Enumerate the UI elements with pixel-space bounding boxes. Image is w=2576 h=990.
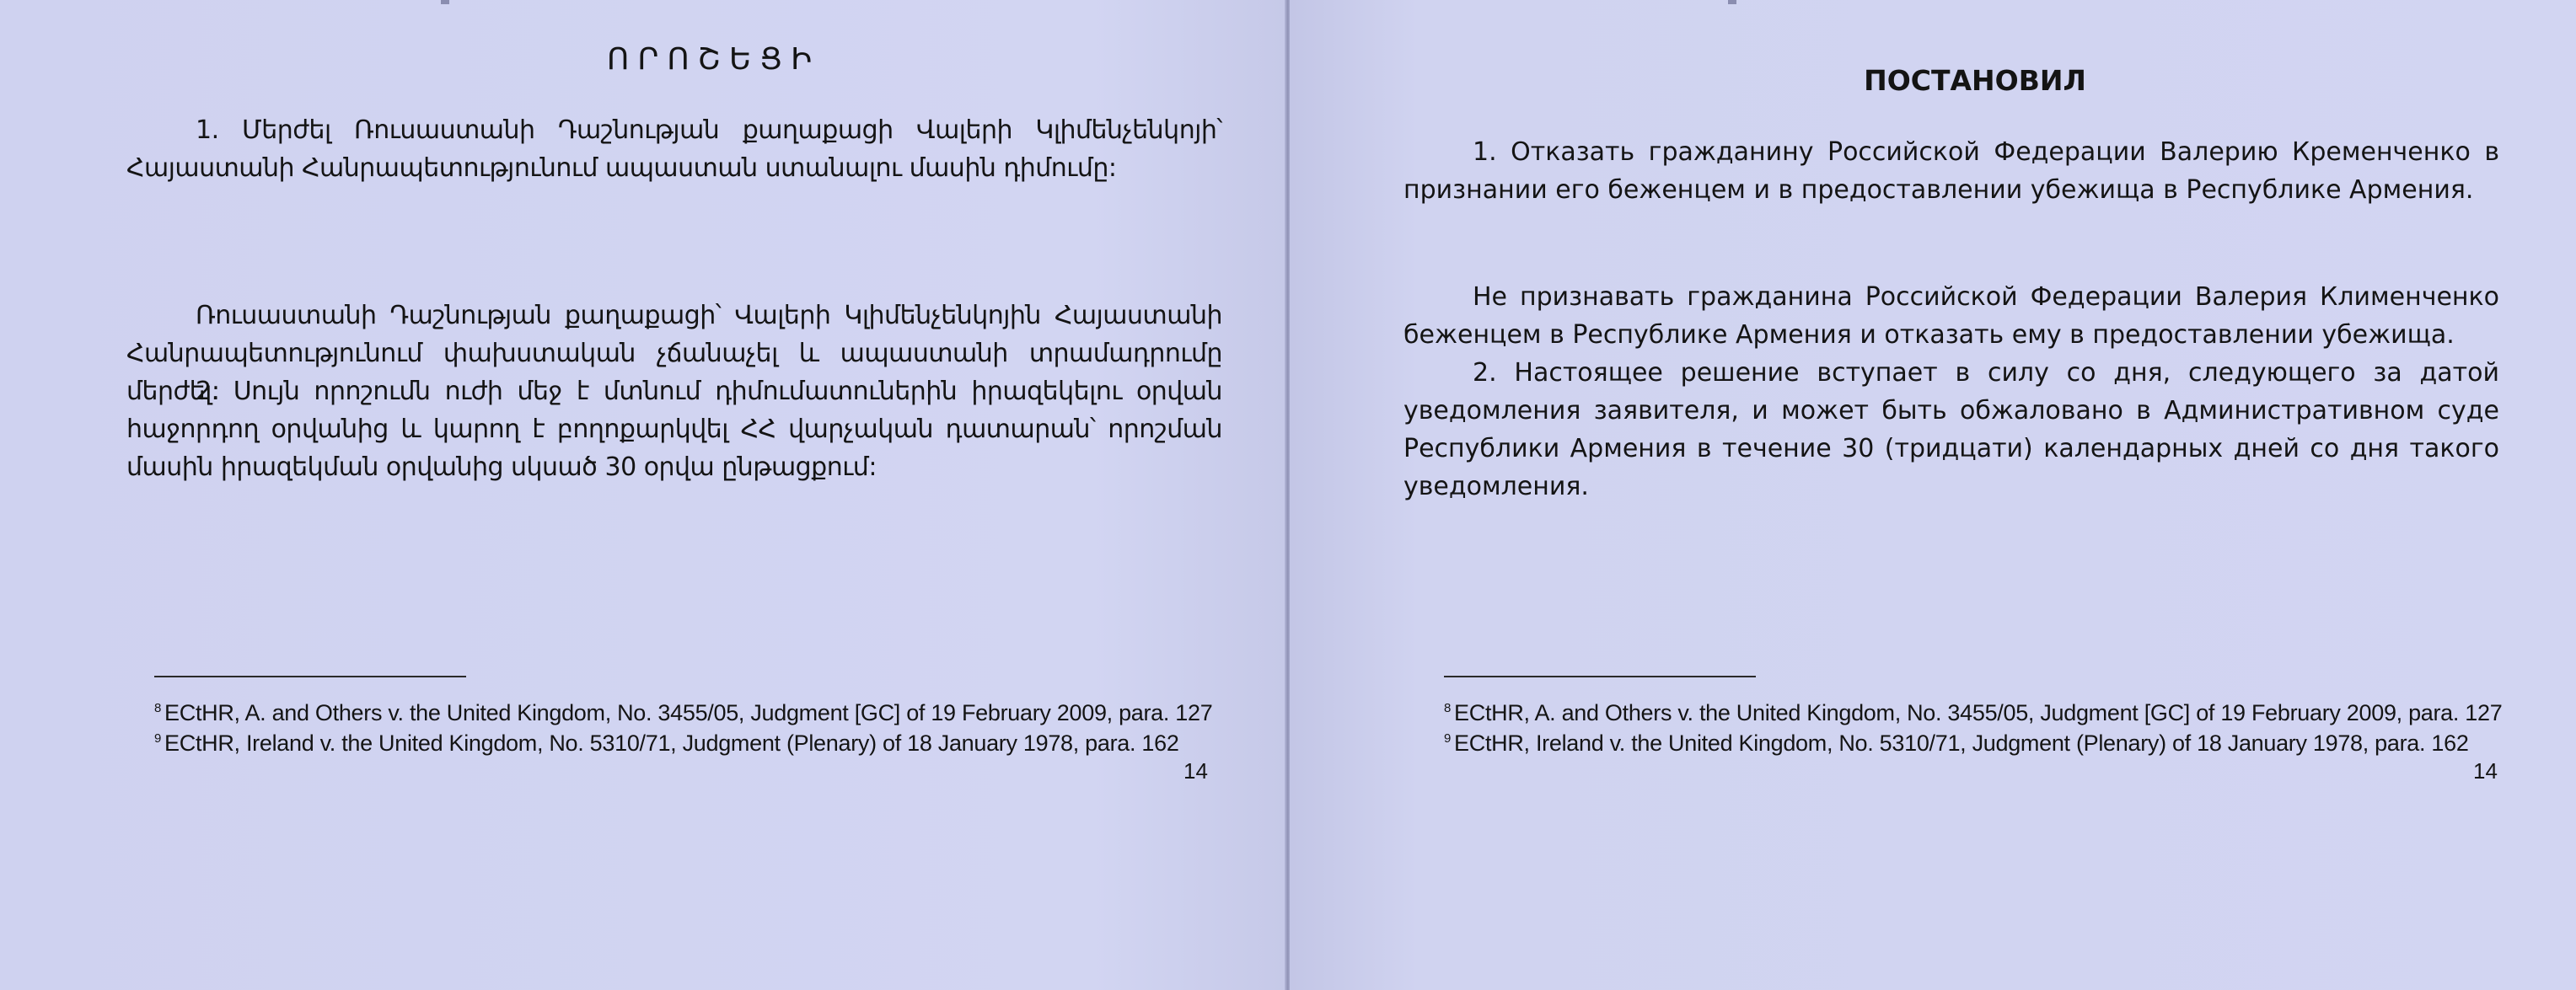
page-title-russian: ПОСТАНОВИЛ: [1864, 64, 2086, 97]
footnote-1-mark: 8: [1444, 701, 1452, 715]
binding-mark: [441, 0, 449, 4]
footnote-2-mark: 9: [1444, 731, 1452, 746]
page-armenian: [0, 0, 1286, 990]
footnote-2: [154, 723, 1179, 759]
footnote-separator: [1444, 676, 1756, 677]
page-number: 14: [2473, 758, 2498, 784]
decision-paragraph-1: 1. Отказать гражданину Российской Федерации Валерию Кременченко в признании его беженцем и в предоставлении убежища в Республике Армения.: [1403, 137, 2499, 205]
footnote-1-text: ECtHR, A. and Others v. the United Kingdom, No. 3455/05, Judgment [GC] of 19 February 2009, para. 127: [1454, 700, 2503, 725]
decision-paragraph-3: 2. Սույն որոշումն ուժի մեջ է մտնում դիմումատուներին իրազեկելու օրվան հաջորդող օրվանից և կարող է բողոքարկվել ՀՀ վարչական դատարան՝ որոշման մասին իրազեկման օրվանից սկսած 30 օրվա ընթացքում:: [126, 377, 1222, 482]
footnote-1-text: ECtHR, A. and Others v. the United Kingdom, No. 3455/05, Judgment [GC] of 19 February 2009, para. 127: [164, 700, 1213, 725]
footnote-2-mark: 9: [154, 731, 162, 746]
footnote-2-text: ECtHR, Ireland v. the United Kingdom, No. 5310/71, Judgment (Plenary) of 18 January 1978, para. 162: [1454, 730, 2469, 756]
page-russian: [1290, 0, 2576, 990]
decision-paragraph-2: Не признавать гражданина Российской Федерации Валерия Клименченко беженцем в Республике Армения и отказать ему в предоставлении убежища.: [1403, 282, 2499, 350]
binding-mark: [1728, 0, 1736, 4]
footnote-2-text: ECtHR, Ireland v. the United Kingdom, No. 5310/71, Judgment (Plenary) of 18 January 1978, para. 162: [164, 730, 1179, 756]
page-title-armenian: ՈՐՈՇԵՑԻ: [607, 42, 820, 77]
page-number: 14: [1183, 758, 1208, 784]
footnote-2: [1444, 723, 2469, 759]
decision-paragraph-2: Ռուսաստանի Դաշնության քաղաքացի՝ Վալերի Կլիմենչենկոյին Հայաստանի Հանրապետությունում փախստական չճանաչել և ապաստանի տրամադրումը մերժել:: [126, 301, 1222, 406]
decision-paragraph-3: 2. Настоящее решение вступает в силу со дня, следующего за датой уведомления заявителя, и может быть обжаловано в Административном суде Республики Армения в течение 30 (тридцати) календарных дней со дня такого уведомления.: [1403, 358, 2499, 501]
footnote-1-mark: 8: [154, 701, 162, 715]
footnote-separator: [154, 676, 466, 677]
decision-paragraph-1: 1. Մերժել Ռուսաստանի Դաշնության քաղաքացի Վալերի Կլիմենչենկոյի՝ Հայաստանի Հանրապետությունում ապաստան ստանալու մասին դիմումը:: [126, 115, 1222, 183]
